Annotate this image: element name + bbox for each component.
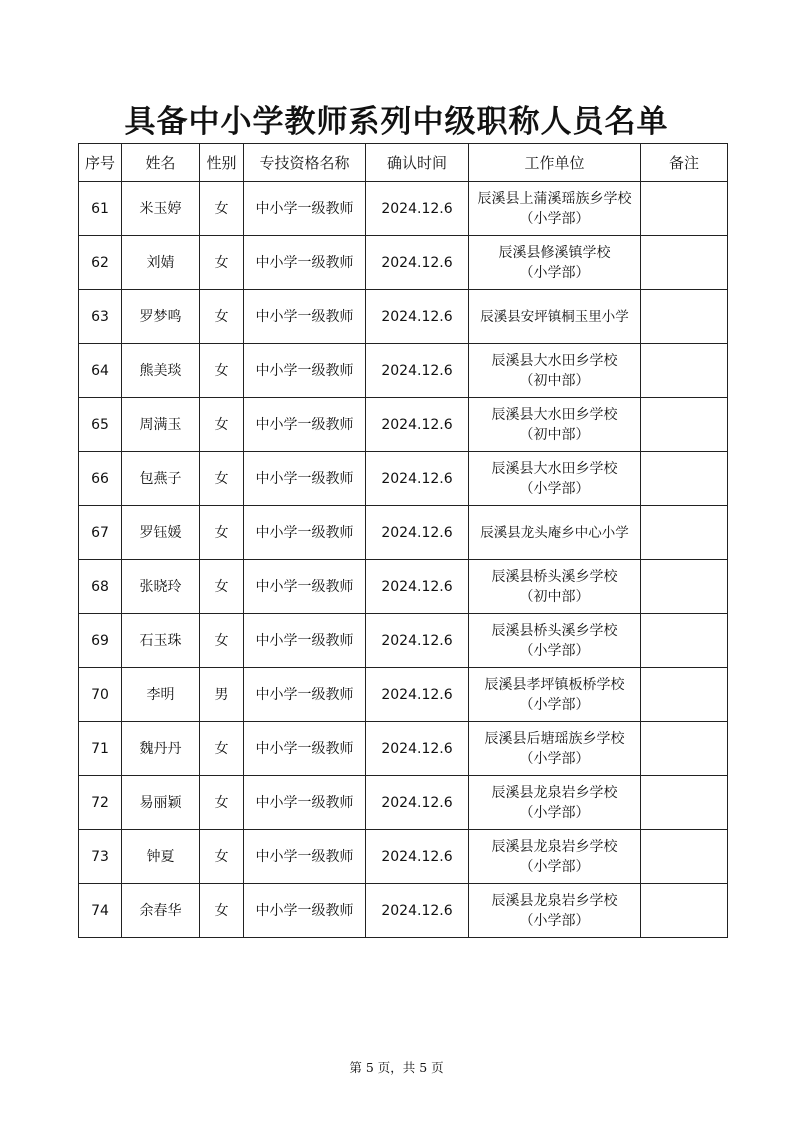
cell-qualification: 中小学一级教师 bbox=[244, 884, 366, 938]
cell-name: 余春华 bbox=[122, 884, 200, 938]
cell-confirm-date: 2024.12.6 bbox=[366, 506, 469, 560]
cell-index: 64 bbox=[79, 344, 122, 398]
cell-index: 66 bbox=[79, 452, 122, 506]
cell-index: 73 bbox=[79, 830, 122, 884]
cell-work-unit: 辰溪县龙泉岩乡学校 （小学部） bbox=[469, 830, 641, 884]
cell-work-unit: 辰溪县孝坪镇板桥学校 （小学部） bbox=[469, 668, 641, 722]
cell-work-unit: 辰溪县大水田乡学校 （小学部） bbox=[469, 452, 641, 506]
cell-qualification: 中小学一级教师 bbox=[244, 668, 366, 722]
cell-note bbox=[641, 452, 728, 506]
cell-work-unit: 辰溪县大水田乡学校 （初中部） bbox=[469, 398, 641, 452]
table-row bbox=[79, 398, 728, 452]
cell-qualification: 中小学一级教师 bbox=[244, 344, 366, 398]
table-row bbox=[79, 830, 728, 884]
cell-index: 74 bbox=[79, 884, 122, 938]
table-row bbox=[79, 290, 728, 344]
cell-qualification: 中小学一级教师 bbox=[244, 452, 366, 506]
cell-confirm-date: 2024.12.6 bbox=[366, 236, 469, 290]
cell-note bbox=[641, 398, 728, 452]
cell-work-unit: 辰溪县龙头庵乡中心小学 bbox=[469, 506, 641, 560]
cell-gender: 女 bbox=[200, 290, 244, 344]
cell-note bbox=[641, 830, 728, 884]
cell-name: 罗梦鸣 bbox=[122, 290, 200, 344]
table-header-row bbox=[79, 144, 728, 182]
cell-gender: 女 bbox=[200, 830, 244, 884]
cell-note bbox=[641, 722, 728, 776]
cell-note bbox=[641, 776, 728, 830]
cell-index: 68 bbox=[79, 560, 122, 614]
cell-confirm-date: 2024.12.6 bbox=[366, 182, 469, 236]
table-row bbox=[79, 614, 728, 668]
header-name: 姓名 bbox=[122, 144, 200, 182]
cell-note bbox=[641, 182, 728, 236]
cell-confirm-date: 2024.12.6 bbox=[366, 452, 469, 506]
roster-table bbox=[78, 143, 728, 938]
table-row bbox=[79, 344, 728, 398]
cell-gender: 女 bbox=[200, 884, 244, 938]
cell-name: 魏丹丹 bbox=[122, 722, 200, 776]
cell-qualification: 中小学一级教师 bbox=[244, 722, 366, 776]
cell-confirm-date: 2024.12.6 bbox=[366, 776, 469, 830]
cell-work-unit: 辰溪县桥头溪乡学校 （小学部） bbox=[469, 614, 641, 668]
cell-work-unit: 辰溪县后塘瑶族乡学校 （小学部） bbox=[469, 722, 641, 776]
cell-gender: 女 bbox=[200, 452, 244, 506]
cell-qualification: 中小学一级教师 bbox=[244, 830, 366, 884]
cell-qualification: 中小学一级教师 bbox=[244, 506, 366, 560]
cell-qualification: 中小学一级教师 bbox=[244, 614, 366, 668]
cell-name: 罗钰媛 bbox=[122, 506, 200, 560]
cell-work-unit: 辰溪县大水田乡学校 （初中部） bbox=[469, 344, 641, 398]
cell-index: 61 bbox=[79, 182, 122, 236]
header-gender: 性别 bbox=[200, 144, 244, 182]
cell-name: 张晓玲 bbox=[122, 560, 200, 614]
cell-confirm-date: 2024.12.6 bbox=[366, 722, 469, 776]
cell-note bbox=[641, 668, 728, 722]
cell-gender: 女 bbox=[200, 776, 244, 830]
cell-index: 62 bbox=[79, 236, 122, 290]
cell-gender: 女 bbox=[200, 182, 244, 236]
cell-gender: 女 bbox=[200, 722, 244, 776]
header-index: 序号 bbox=[79, 144, 122, 182]
cell-gender: 女 bbox=[200, 506, 244, 560]
table-row bbox=[79, 452, 728, 506]
cell-work-unit: 辰溪县上蒲溪瑶族乡学校 （小学部） bbox=[469, 182, 641, 236]
header-qualification: 专技资格名称 bbox=[244, 144, 366, 182]
cell-gender: 女 bbox=[200, 614, 244, 668]
cell-qualification: 中小学一级教师 bbox=[244, 182, 366, 236]
cell-confirm-date: 2024.12.6 bbox=[366, 560, 469, 614]
cell-note bbox=[641, 560, 728, 614]
document-title: 具备中小学教师系列中级职称人员名单 bbox=[124, 104, 669, 140]
table-row bbox=[79, 236, 728, 290]
cell-name: 米玉婷 bbox=[122, 182, 200, 236]
table-row bbox=[79, 182, 728, 236]
cell-qualification: 中小学一级教师 bbox=[244, 290, 366, 344]
cell-name: 李明 bbox=[122, 668, 200, 722]
cell-confirm-date: 2024.12.6 bbox=[366, 398, 469, 452]
header-work-unit: 工作单位 bbox=[469, 144, 641, 182]
cell-index: 69 bbox=[79, 614, 122, 668]
cell-qualification: 中小学一级教师 bbox=[244, 236, 366, 290]
cell-index: 72 bbox=[79, 776, 122, 830]
cell-note bbox=[641, 236, 728, 290]
cell-index: 63 bbox=[79, 290, 122, 344]
cell-note bbox=[641, 614, 728, 668]
cell-work-unit: 辰溪县龙泉岩乡学校 （小学部） bbox=[469, 776, 641, 830]
cell-index: 71 bbox=[79, 722, 122, 776]
cell-gender: 女 bbox=[200, 236, 244, 290]
cell-work-unit: 辰溪县桥头溪乡学校 （初中部） bbox=[469, 560, 641, 614]
cell-name: 包燕子 bbox=[122, 452, 200, 506]
cell-name: 石玉珠 bbox=[122, 614, 200, 668]
table-row bbox=[79, 560, 728, 614]
cell-qualification: 中小学一级教师 bbox=[244, 398, 366, 452]
cell-note bbox=[641, 344, 728, 398]
table-row bbox=[79, 884, 728, 938]
cell-work-unit: 辰溪县修溪镇学校 （小学部） bbox=[469, 236, 641, 290]
cell-confirm-date: 2024.12.6 bbox=[366, 884, 469, 938]
cell-confirm-date: 2024.12.6 bbox=[366, 344, 469, 398]
page-footer: 第 5 页，共 5 页 bbox=[349, 1060, 444, 1075]
cell-work-unit: 辰溪县龙泉岩乡学校 （小学部） bbox=[469, 884, 641, 938]
cell-index: 65 bbox=[79, 398, 122, 452]
cell-qualification: 中小学一级教师 bbox=[244, 776, 366, 830]
header-confirm-date: 确认时间 bbox=[366, 144, 469, 182]
cell-name: 刘婧 bbox=[122, 236, 200, 290]
cell-name: 易丽颖 bbox=[122, 776, 200, 830]
cell-confirm-date: 2024.12.6 bbox=[366, 830, 469, 884]
cell-confirm-date: 2024.12.6 bbox=[366, 290, 469, 344]
cell-note bbox=[641, 290, 728, 344]
cell-gender: 女 bbox=[200, 398, 244, 452]
cell-note bbox=[641, 506, 728, 560]
cell-confirm-date: 2024.12.6 bbox=[366, 614, 469, 668]
cell-gender: 女 bbox=[200, 344, 244, 398]
cell-qualification: 中小学一级教师 bbox=[244, 560, 366, 614]
table-row bbox=[79, 776, 728, 830]
cell-gender: 女 bbox=[200, 560, 244, 614]
cell-confirm-date: 2024.12.6 bbox=[366, 668, 469, 722]
cell-index: 67 bbox=[79, 506, 122, 560]
cell-index: 70 bbox=[79, 668, 122, 722]
table-row bbox=[79, 668, 728, 722]
table-row bbox=[79, 722, 728, 776]
cell-name: 熊美琰 bbox=[122, 344, 200, 398]
cell-name: 钟夏 bbox=[122, 830, 200, 884]
cell-note bbox=[641, 884, 728, 938]
header-note: 备注 bbox=[641, 144, 728, 182]
cell-name: 周满玉 bbox=[122, 398, 200, 452]
cell-work-unit: 辰溪县安坪镇桐玉里小学 bbox=[469, 290, 641, 344]
cell-gender: 男 bbox=[200, 668, 244, 722]
table-row bbox=[79, 506, 728, 560]
